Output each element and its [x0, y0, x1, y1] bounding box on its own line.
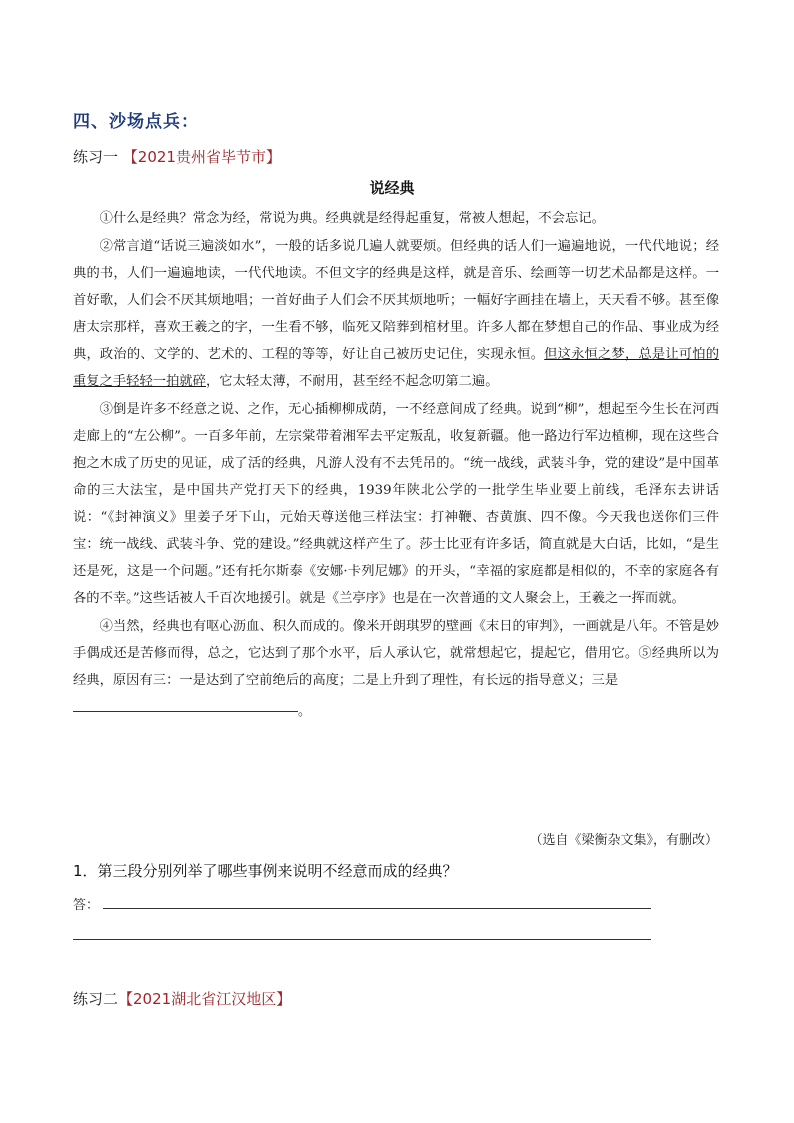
blank-underline: [73, 711, 298, 712]
paragraph-1: ①什么是经典？常念为经，常说为典。经典就是经得起重复，常被人想起，不会忘记。: [99, 211, 605, 226]
answer-line-2[interactable]: [73, 939, 651, 940]
exercise-1-source: 【2021贵州省毕节市】: [122, 148, 281, 166]
exercise-1-label: 练习一: [73, 148, 119, 166]
article-body: [73, 205, 719, 720]
answer-label: 答：: [73, 898, 100, 913]
exercise-2-source: 【2021湖北省江汉地区】: [118, 990, 292, 1008]
section-heading: 四、沙场点兵：: [73, 112, 199, 132]
paragraph-2: [73, 233, 719, 395]
article-title-row: [0, 177, 794, 198]
exercise-2-heading: [73, 988, 291, 1009]
answer-line-1[interactable]: [103, 908, 651, 909]
blank-period: 。: [298, 704, 312, 719]
paragraph-3: ③倒是许多不经意之说、之作，无心插柳柳成荫，一不经意间成了经典。说到“柳”，想起至今生长在河西走廊上的“左公柳”。一百多年前，左宗棠带着湘军去平定叛乱，收复新疆。他一路边行军边植柳，现在这些合抱之木成了历史的见证，成了活的经典，凡游人没有不去凭吊的。“统一战线，武装斗争，党的建设”是中国革命的三大法宝，是中国共产党打天下的经典，1939年陕北公学的一批学生毕业要上前线，毛泽东去讲话说：“《封神演义》里姜子牙下山，元始天尊送他三样法宝：打神鞭、杏黄旗、四不像。今天我也送你们三件宝：统一战线、武装斗争、党的建设。”经典就这样产生了。莎士比亚有许多话，简直就是大白话，比如，“是生还是死，这是一个问题。”还有托尔斯泰《安娜·卡列尼娜》的开头，“幸福的家庭都是相似的，不幸的家庭各有各的不幸。”这些话被人千百次地援引。就是《兰亭序》也是在一次普通的文人聚会上，王羲之一挥而就。: [73, 402, 719, 606]
source-attribution: （选自《梁衡杂文集》，有删改）: [529, 833, 718, 848]
paragraph-4: ④当然，经典也有呕心沥血、积久而成的。像米开朗琪罗的壁画《末日的审判》，一画就是八年。不管是妙手偶成还是苦修而得，总之，它达到了那个水平，后人承认它，就常想起它，提起它，借用它。⑤经典所以为经典，原因有三：一是达到了空前绝后的高度；二是上升到了理性，有长远的指导意义；三是: [73, 619, 719, 688]
blank-fill-line: [73, 698, 719, 720]
question-1: 1．第三段分别列举了哪些事例来说明不经意而成的经典？: [73, 862, 458, 880]
article-title: 说经典: [369, 179, 415, 197]
paragraph-2-text: ②常言道“话说三遍淡如水”，一般的话多说几遍人就要烦。但经典的话人们一遍遍地说，一代代地说；经典的书，人们一遍遍地读，一代代地读。不但文字的经典是这样，就是音乐、绘画等一切艺术品都是这样。一首好歌，人们会不厌其烦地唱；一首好曲子人们会不厌其烦地听；一幅好字画挂在墙上，天天看不够。甚至像唐太宗那样，喜欢王羲之的字，一生看不够，临死又陪葬到棺材里。许多人都在梦想自己的作品、事业成为经典，政治的、文学的、艺术的、工程的等等，好让自己被历史记住，实现永恒。: [73, 239, 719, 362]
paragraph-2-tail: ，它太轻太薄，不耐用，甚至经不起念叨第二遍。: [205, 374, 499, 389]
exercise-2-label: 练习二: [73, 990, 119, 1008]
paragraph-2-underlined-sentence: 但这永恒之梦，总是让可怕的重复之手轻轻一拍就碎: [73, 347, 720, 389]
exercise-1-heading: [73, 146, 281, 167]
